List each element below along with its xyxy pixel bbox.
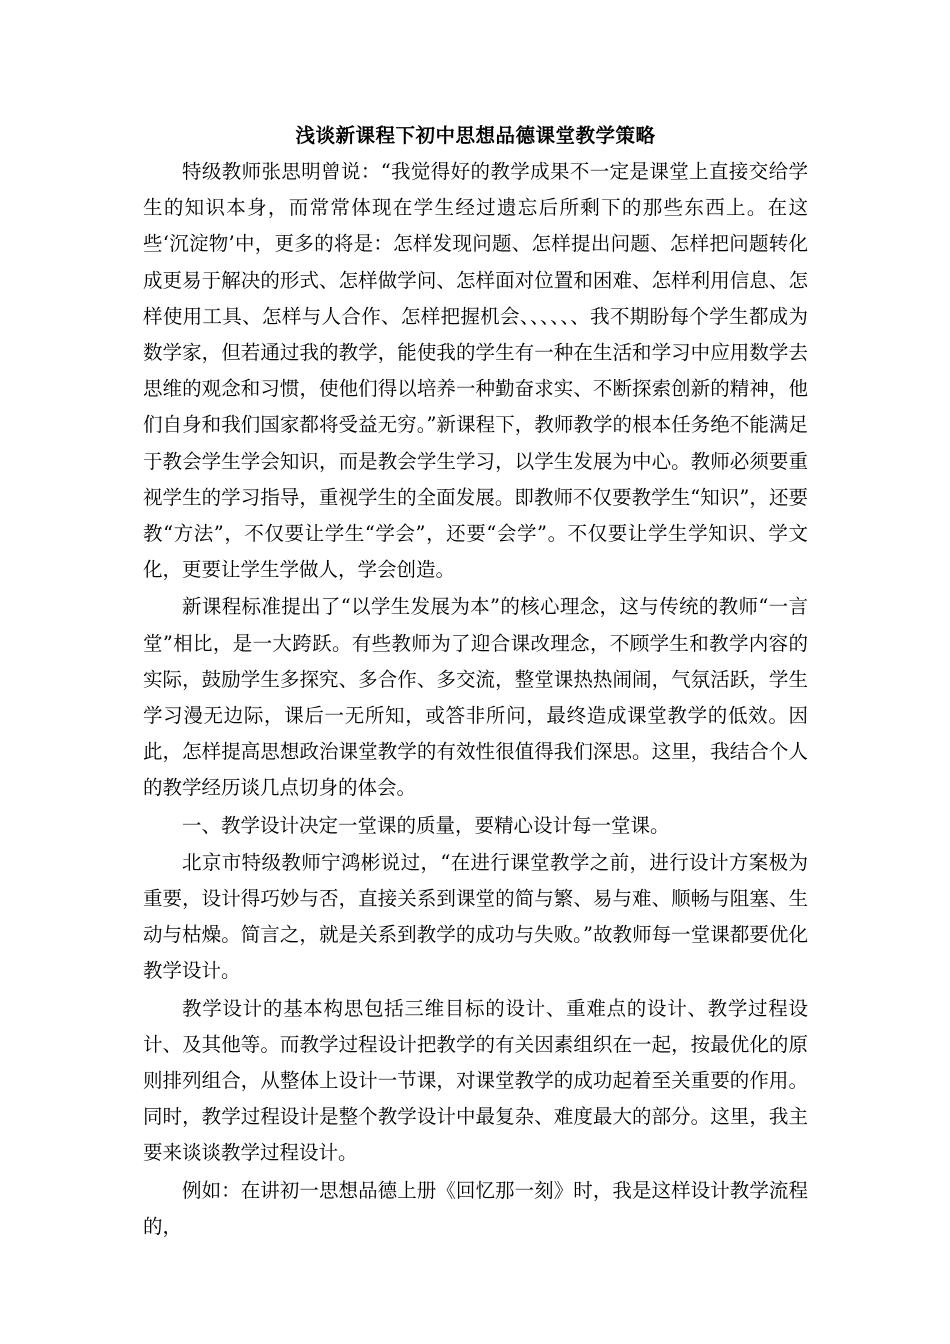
paragraph-2: 新课程标准提出了“以学生发展为本”的核心理念，这与传统的教师“一言堂”相比，是一大跨跃。有些教师为了迎合课改理念，不顾学生和教学内容的实际，鼓励学生多探究、多合作、多交流，整堂课热热闹闹，气氛活跃，学生学习漫无边际，课后一无所知，或答非所问，最终造成课堂教学的低效。因此，怎样提高思想政治课堂教学的有效性很值得我们深思。这里，我结合个人的教学经历谈几点切身的体会。: [143, 595, 808, 800]
document-page: [143, 118, 808, 1246]
document-title: 浅谈新课程下初中思想品德课堂教学策略: [295, 124, 656, 147]
paragraph-1: 特级教师张思明曾说：“我觉得好的教学成果不一定是课堂上直接交给学生的知识本身，而常常体现在学生经过遗忘后所剩下的那些东西上。在这些‘沉淀物’中，更多的将是：怎样发现问题、怎样提出问题、怎样把问题转化成更易于解决的形式、怎样做学问、怎样面对位置和困难、怎样利用信息、怎样使用工具、怎样与人合作、怎样把握机会、、、、、、我不期盼每个学生都成为数学家，但若通过我的教学，能使我的学生有一种在生活和学习中应用数学去思维的观念和习惯，使他们得以培养一种勤奋求实、不断探索创新的精神，他们自身和我们国家都将受益无穷。”新课程下，教师教学的根本任务绝不能满足于教会学生学会知识，而是教会学生学习，以学生发展为中心。教师必须要重视学生的学习指导，重视学生的全面发展。即教师不仅要教学生“知识”，还要教“方法”，不仅要让学生“学会”，还要“会学”。不仅要让学生学知识、学文化，更要让学生学做人，学会创造。: [143, 160, 808, 582]
paragraph-5: 例如：在讲初一思想品德上册《回忆那一刻》时，我是这样设计教学流程的，: [143, 1178, 808, 1238]
paragraph-3: 北京市特级教师宁鸿彬说过，“在进行课堂教学之前，进行设计方案极为重要，设计得巧妙与否，直接关系到课堂的简与繁、易与难、顺畅与阻塞、生动与枯燥。简言之，就是关系到教学的成功与失败。”故教师每一堂课都要优化教学设计。: [143, 850, 808, 983]
section-heading-1: 一、教学设计决定一堂课的质量，要精心设计每一堂课。: [182, 813, 670, 837]
paragraph-4: 教学设计的基本构思包括三维目标的设计、重难点的设计、教学过程设计、及其他等。而教学过程设计把教学的有关因素组织在一起，按最优化的原则排列组合，从整体上设计一节课，对课堂教学的成功起着至关重要的作用。同时，教学过程设计是整个教学设计中最复杂、难度最大的部分。这里，我主要来谈谈教学过程设计。: [143, 996, 808, 1165]
